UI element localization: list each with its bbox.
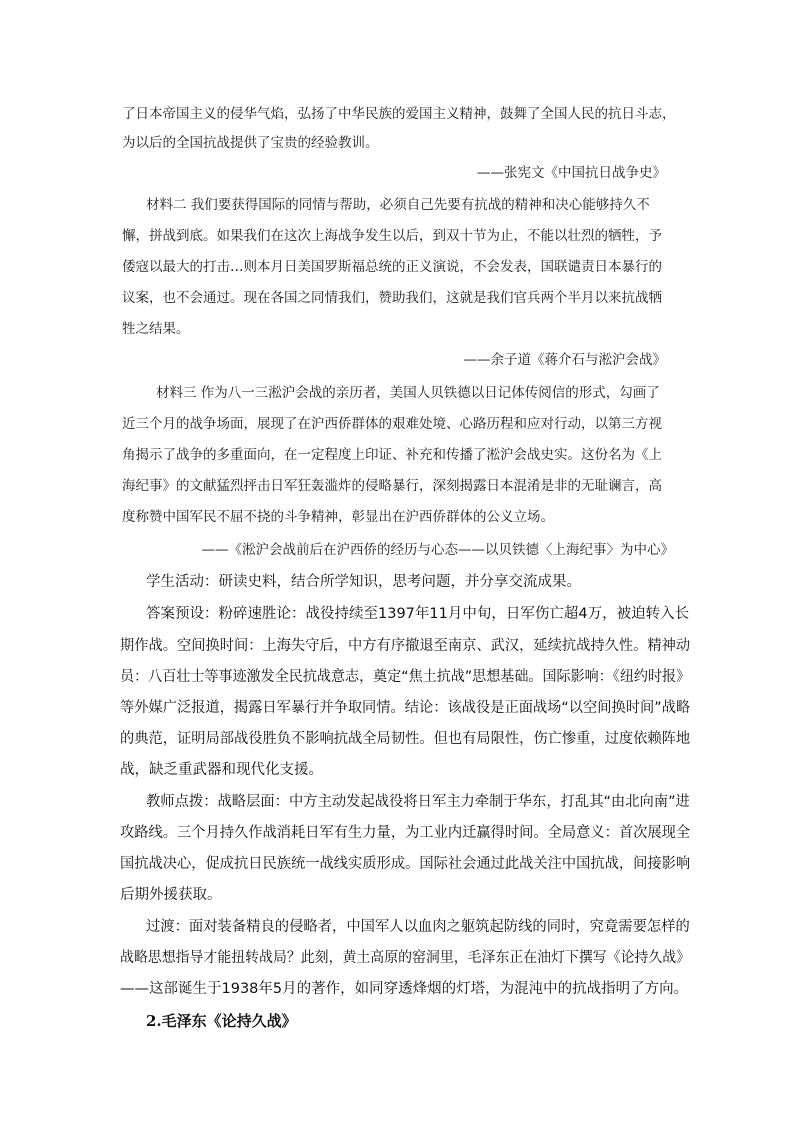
answer-line-3: 员：八百壮士等事迹激发全民抗战意志，奠定“焦土抗战”思想基础。国际影响：《纽约时报》 (120, 669, 691, 685)
material3-source: ——《淞沪会战前后在沪西侨的经历与心态——以贝铁德〈上海纪事〉为中心》 (201, 542, 674, 558)
section-heading: 2.毛泽东《论持久战》 (146, 1012, 297, 1030)
material2-line-1: 材料二 我们要获得国际的同情与帮助，必须自己先要有抗战的精神和决心能够持久不 (146, 197, 650, 213)
answer-line-5: 的典范，证明局部战役胜负不影响抗战全局韧性。但也有局限性，伤亡惨重，过度依赖阵地 (120, 731, 691, 747)
answer-line-4: 等外媒广泛报道，揭露日军暴行并争取同情。结论：该战役是正面战场“以空间换时间”战略 (120, 700, 691, 716)
transition-line-1: 过渡：面对装备精良的侵略者，中国军人以血肉之躯筑起防线的同时，究竟需要怎样的 (146, 919, 690, 935)
material3-line-5: 度称赞中国军民不屈不挠的斗争精神，彰显出在沪西侨群体的公义立场。 (122, 509, 554, 525)
material2-line-2: 懈，拼战到底。如果我们在这次上海战争发生以后，到双十节为止，不能以壮烈的牺牲，予 (122, 228, 662, 244)
teacher-line-3: 国抗战决心，促成抗日民族统一战线实质形成。国际社会通过此战关注中国抗战，间接影响 (120, 856, 691, 872)
teacher-line-2: 攻路线。三个月持久作战消耗日军有生力量，为工业内迁赢得时间。全局意义：首次展现全 (120, 825, 691, 841)
teacher-line-1: 教师点拨：战略层面：中方主动发起战役将日军主力牵制于华东，打乱其“由北向南”进 (146, 794, 690, 810)
transition-line-3: ——这部诞生于1938年5月的著作，如同穿透烽烟的灯塔，为混沌中的抗战指明了方向。 (120, 981, 689, 997)
material3-line-1: 材料三 作为八一三淞沪会战的亲历者，美国人贝铁德以日记体传阅信的形式，勾画了 (156, 385, 660, 401)
transition-line-2: 战略思想指导才能扭转战局？此刻，黄土高原的窑洞里，毛泽东正在油灯下撰写《论持久战》 (120, 950, 691, 966)
teacher-line-4: 后期外援获取。 (120, 887, 222, 903)
material1-line-2: 为以后的全国抗战提供了宝贵的经验教训。 (122, 135, 379, 151)
answer-line-6: 战，缺乏重武器和现代化支援。 (120, 762, 323, 778)
material3-line-4: 海纪事》的文献猛烈抨击日军狂轰滥炸的侵略暴行，深刻揭露日本混淆是非的无耻谰言，高 (122, 478, 662, 494)
material2-line-5: 牲之结果。 (122, 321, 190, 337)
material1-source: ——张宪文《中国抗日战争史》 (477, 165, 666, 181)
material2-source: ——余子道《蒋介石与淞沪会战》 (463, 352, 666, 368)
material3-line-3: 角揭示了战争的多重面向，在一定程度上印证、补充和传播了淞沪会战史实。这份名为《上 (122, 447, 662, 463)
material2-line-3: 倭寇以最大的打击…则本月日美国罗斯福总统的正义演说，不会发表，国联谴责日本暴行的 (122, 259, 662, 275)
answer-line-2: 期作战。空间换时间：上海失守后，中方有序撤退至南京、武汉，延续抗战持久性。精神动 (120, 638, 691, 654)
material1-line-1: 了日本帝国主义的侵华气焰，弘扬了中华民族的爱国主义精神，鼓舞了全国人民的抗日斗志， (122, 106, 676, 122)
material3-line-2: 近三个月的战争场面，展现了在沪西侨群体的艰难处境、心路历程和应对行动，以第三方视 (122, 416, 662, 432)
answer-line-1: 答案预设：粉碎速胜论：战役持续至1397年11月中旬，日军伤亡超4万，被迫转入长 (146, 606, 690, 622)
student-activity: 学生活动：研读史料，结合所学知识，思考问题，并分享交流成果。 (146, 574, 581, 590)
material2-line-4: 议案，也不会通过。现在各国之同情我们，赞助我们，这就是我们官兵两个半月以来抗战牺 (122, 290, 662, 306)
